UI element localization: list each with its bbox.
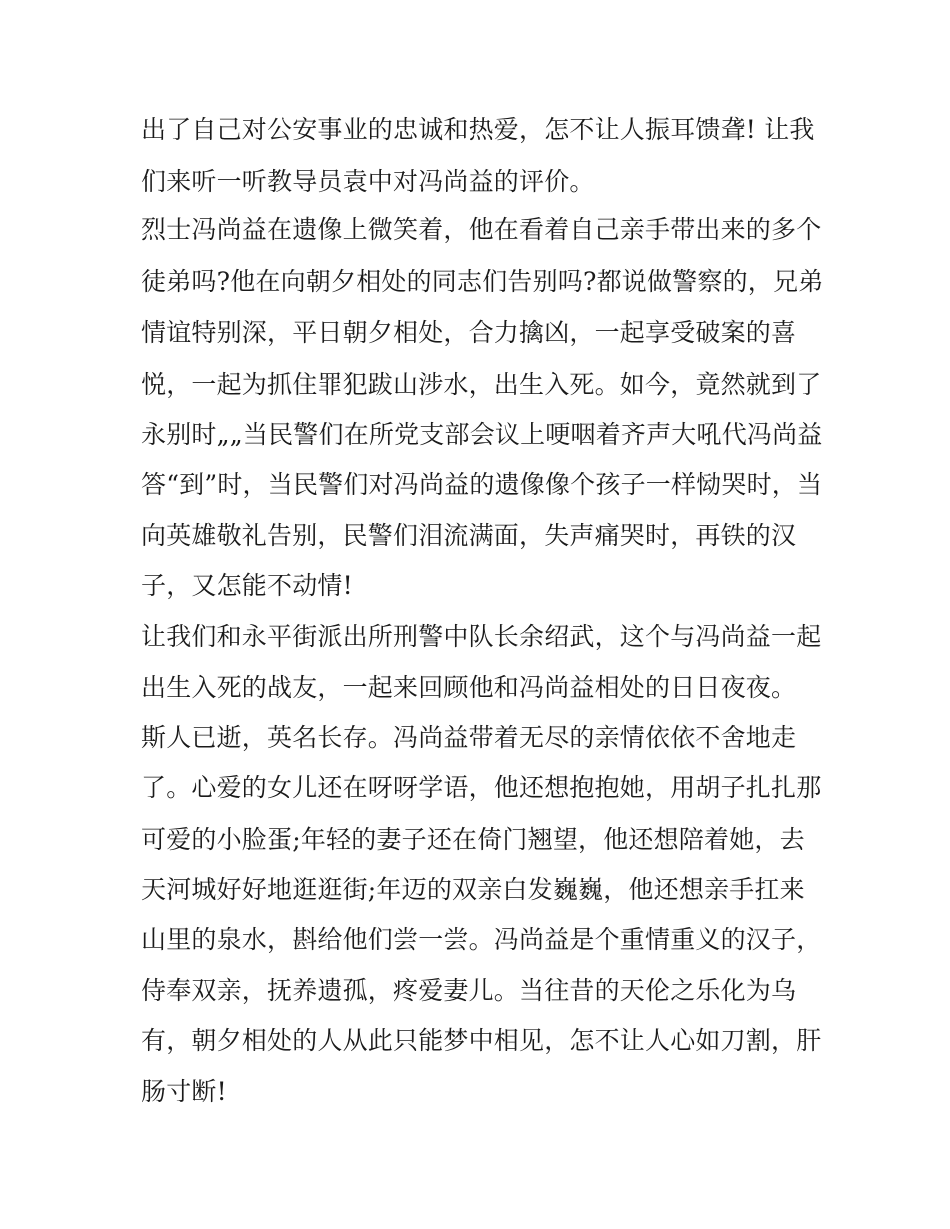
text-line: 烈士冯尚益在遗像上微笑着，他在看着自己亲手带出来的多个 (141, 215, 822, 244)
text-line: 了。心爱的女儿还在呀呀学语，他还想抱抱她，用胡子扎扎那 (141, 773, 822, 802)
text-line: 徒弟吗?他在向朝夕相处的同志们告别吗?都说做警察的，兄弟 (141, 267, 824, 296)
text-line: 答“到”时，当民警们对冯尚益的遗像像个孩子一样恸哭时，当 (141, 470, 823, 499)
text-line: 天河城好好地逛逛街;年迈的双亲白发巍巍，他还想亲手扛来 (141, 875, 805, 904)
text-line: 侍奉双亲，抚养遗孤，疼爱妻儿。当往昔的天伦之乐化为乌 (141, 976, 797, 1005)
text-line: 出生入死的战友，一起来回顾他和冯尚益相处的日日夜夜。 (141, 673, 797, 702)
text-line: 斯人已逝，英名长存。冯尚益带着无尽的亲情依依不舍地走 (141, 723, 797, 752)
text-line: 有，朝夕相处的人从此只能梦中相见，怎不让人心如刀割，肝 (141, 1026, 822, 1055)
text-line: 出了自己对公安事业的忠诚和热爱，怎不让人振耳馈聋! 让我 (141, 115, 815, 144)
text-line: 悦，一起为抓住罪犯跋山涉水，出生入死。如今，竟然就到了 (141, 370, 822, 399)
text-line: 肠寸断! (141, 1077, 227, 1106)
text-line: 山里的泉水，斟给他们尝一尝。冯尚益是个重情重义的汉子， (141, 925, 822, 954)
text-line: 们来听一听教导员袁中对冯尚益的评价。 (141, 167, 595, 196)
text-line: 向英雄敬礼告别，民警们泪流满面，失声痛哭时，再铁的汉 (141, 521, 797, 550)
text-line: 永别时„„当民警们在所党支部会议上哽咽着齐声大吼代冯尚益 (141, 420, 823, 449)
text-line: 子，又怎能不动情! (141, 571, 353, 600)
text-line: 情谊特别深，平日朝夕相处，合力擒凶，一起享受破案的喜 (141, 318, 797, 347)
text-line: 可爱的小脸蛋;年轻的妻子还在倚门翘望，他还想陪着她，去 (141, 825, 805, 854)
text-line: 让我们和永平街派出所刑警中队长余绍武，这个与冯尚益一起 (141, 622, 822, 651)
